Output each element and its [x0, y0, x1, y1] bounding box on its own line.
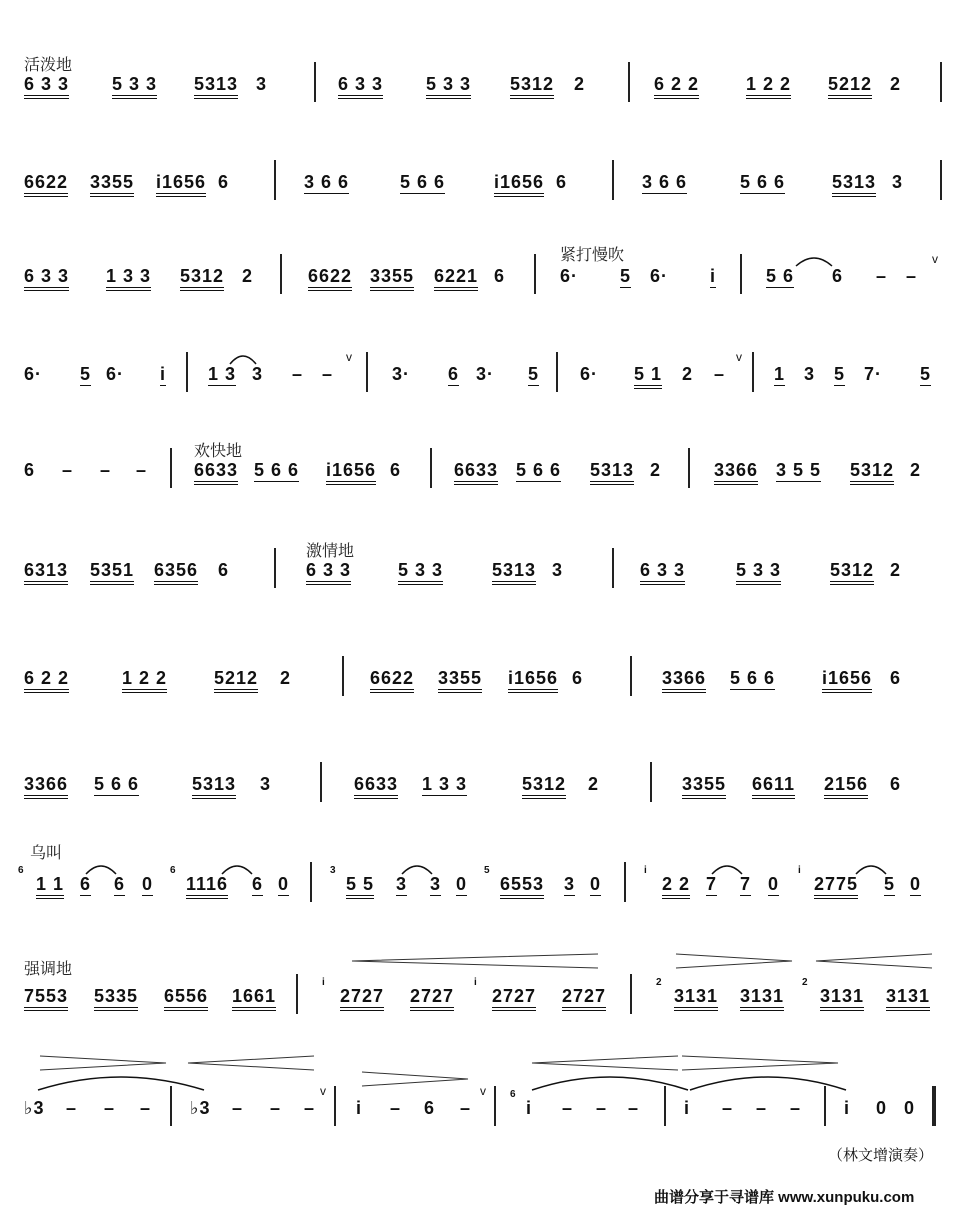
note-group: 5313 — [194, 74, 238, 99]
barline — [186, 352, 188, 392]
note-group: 5212 — [828, 74, 872, 99]
dash: – — [390, 1098, 402, 1118]
note: 5 — [80, 364, 92, 384]
note-group: 5 6 6 — [730, 668, 776, 688]
barline — [280, 254, 282, 294]
note-group: 3 6 6 — [304, 172, 350, 192]
note: 5 — [920, 364, 932, 384]
note-group: 6 2 2 — [654, 74, 699, 99]
barline — [170, 448, 172, 488]
tempo-marking: 强调地 — [24, 961, 73, 978]
barline — [940, 62, 942, 102]
barline — [366, 352, 368, 392]
tie-arc — [710, 862, 744, 876]
note-group: 7553 — [24, 986, 68, 1011]
note-group: 1 1 — [36, 874, 64, 899]
staff-system-9 — [18, 840, 944, 900]
note: 6 — [832, 266, 844, 286]
note-group: 5312 — [830, 560, 874, 585]
grace-note: 6 — [510, 1089, 516, 1100]
breath-mark: v — [736, 350, 742, 364]
staff-system-5 — [24, 438, 944, 498]
note: 2 — [280, 668, 292, 688]
staff-system-1 — [24, 52, 944, 112]
note: 3 — [256, 74, 268, 94]
note: ♭3 — [190, 1098, 211, 1118]
note-group: 6 3 3 — [24, 74, 69, 99]
note-group: 5312 — [180, 266, 224, 291]
note-group: 6221 — [434, 266, 478, 291]
note-group: 2 2 — [662, 874, 690, 899]
dash: – — [714, 364, 726, 384]
grace-note: 2 — [656, 977, 662, 988]
tempo-marking: 激情地 — [306, 543, 355, 560]
barline — [688, 448, 690, 488]
note: 6 — [890, 774, 902, 794]
note: 6 — [572, 668, 584, 688]
note-group: 3366 — [662, 668, 706, 693]
note-group: 6633 — [194, 460, 238, 485]
rest: 0 — [904, 1098, 916, 1118]
barline — [630, 974, 632, 1014]
note: 6 — [218, 172, 230, 192]
note-group: 6622 — [24, 172, 68, 197]
note-group: 6313 — [24, 560, 68, 585]
note-group: 1 2 2 — [746, 74, 791, 99]
note-group: 5313 — [192, 774, 236, 799]
note-group: 6633 — [354, 774, 398, 799]
notation-row — [24, 460, 944, 490]
decrescendo-hairpin — [360, 1070, 470, 1088]
dash: – — [140, 1098, 152, 1118]
barline — [314, 62, 316, 102]
note-group: 5313 — [832, 172, 876, 197]
note: 3 — [804, 364, 816, 384]
note: 3· — [476, 364, 495, 384]
note: 6 — [556, 172, 568, 192]
grace-note: i — [322, 977, 325, 988]
barline — [342, 656, 344, 696]
note-group: 6611 — [752, 774, 795, 799]
dash: – — [322, 364, 334, 384]
note-group: 1 3 3 — [106, 266, 151, 291]
notation-row — [18, 865, 944, 904]
note-group: i1656 — [494, 172, 544, 197]
note: 2 — [682, 364, 694, 384]
note: 6 — [390, 460, 402, 480]
note-group: 6633 — [454, 460, 498, 485]
breath-mark: v — [346, 350, 352, 364]
staff-system-10 — [24, 956, 944, 1016]
slur-arc — [530, 1070, 690, 1092]
note: 6 — [494, 266, 506, 286]
note-group: i1656 — [326, 460, 376, 485]
note-group: 5 3 3 — [426, 74, 471, 99]
note: 7 — [706, 874, 718, 894]
note-group: 1661 — [232, 986, 276, 1011]
note-group: 2156 — [824, 774, 868, 799]
note-group: 1 3 3 — [422, 774, 468, 794]
note: i — [710, 266, 717, 286]
staff-system-7 — [24, 646, 944, 706]
barline — [494, 1086, 496, 1126]
note: 3· — [392, 364, 411, 384]
barline — [310, 862, 312, 902]
note: 6 — [890, 668, 902, 688]
notation-row — [24, 668, 944, 698]
note-group: i1656 — [508, 668, 558, 693]
dash: – — [66, 1098, 78, 1118]
note-group: 2727 — [410, 986, 454, 1011]
note: 1 — [774, 364, 786, 384]
note: 0 — [142, 874, 154, 894]
tie-arc — [220, 862, 254, 876]
barline — [534, 254, 536, 294]
note: 6 — [448, 364, 460, 384]
note: 6· — [106, 364, 125, 384]
dash: – — [136, 460, 148, 480]
note-group: 5 3 3 — [398, 560, 443, 585]
dash: – — [876, 266, 888, 286]
note-group: 3 6 6 — [642, 172, 688, 192]
note: 5 — [834, 364, 846, 384]
note: 6 — [80, 874, 92, 894]
note: 6· — [24, 364, 43, 384]
note: i — [844, 1098, 851, 1118]
note: 3 — [260, 774, 272, 794]
note-group: 6556 — [164, 986, 208, 1011]
note-group: 6 3 3 — [306, 560, 351, 585]
note-group: i1656 — [156, 172, 206, 197]
note: i — [684, 1098, 691, 1118]
barline — [274, 160, 276, 200]
note-group: 2727 — [562, 986, 606, 1011]
note-group: 5 6 — [766, 266, 795, 286]
note: 7· — [864, 364, 883, 384]
note-group: 6 3 3 — [24, 266, 69, 291]
note-group: 6356 — [154, 560, 198, 585]
dash: – — [596, 1098, 608, 1118]
note: 6· — [560, 266, 579, 286]
note: 3 — [552, 560, 564, 580]
note: 3 — [396, 874, 408, 894]
note-group: 1 3 — [208, 364, 237, 384]
note: 3 — [252, 364, 264, 384]
staff-system-11 — [24, 1058, 944, 1118]
note: 2 — [588, 774, 600, 794]
note: 6 — [252, 874, 264, 894]
tempo-marking: 活泼地 — [24, 57, 73, 74]
barline — [630, 656, 632, 696]
grace-note: 2 — [802, 977, 808, 988]
dash: – — [906, 266, 918, 286]
barline — [740, 254, 742, 294]
note-group: 2727 — [492, 986, 536, 1011]
note-group: 5 3 3 — [736, 560, 781, 585]
note-group: 5 6 6 — [740, 172, 786, 192]
barline — [612, 160, 614, 200]
staff-system-6 — [24, 538, 944, 598]
barline — [170, 1086, 172, 1126]
dash: – — [304, 1098, 316, 1118]
note-group: 3355 — [370, 266, 414, 291]
note: 7 — [740, 874, 752, 894]
note-group: 3 5 5 — [776, 460, 822, 480]
notation-row — [24, 977, 944, 1016]
note-group: i1656 — [822, 668, 872, 693]
note-group: 3131 — [820, 986, 864, 1011]
note-group: 5313 — [590, 460, 634, 485]
note: 6· — [650, 266, 669, 286]
barline — [664, 1086, 666, 1126]
dash: – — [100, 460, 112, 480]
note-group: 5313 — [492, 560, 536, 585]
note-group: 6 3 3 — [640, 560, 685, 585]
note: 6· — [580, 364, 599, 384]
note-group: 5312 — [850, 460, 894, 485]
slur-arc — [36, 1070, 206, 1092]
staff-system-4 — [24, 342, 944, 402]
note: 2 — [890, 560, 902, 580]
notation-row — [24, 172, 944, 202]
note: 3 — [564, 874, 576, 894]
dash: – — [460, 1098, 472, 1118]
dash: – — [722, 1098, 734, 1118]
dash: – — [562, 1098, 574, 1118]
dash: – — [104, 1098, 116, 1118]
crescendo-hairpin — [350, 952, 600, 970]
note-group: 5 6 6 — [94, 774, 140, 794]
grace-note: i — [474, 977, 477, 988]
barline — [430, 448, 432, 488]
dash: – — [270, 1098, 282, 1118]
note-group: 5 5 — [346, 874, 374, 899]
note: 0 — [278, 874, 290, 894]
barline — [320, 762, 322, 802]
notation-row — [24, 560, 944, 590]
note-group: 1 2 2 — [122, 668, 167, 693]
notation-row — [24, 774, 944, 804]
crescendo-hairpin — [814, 952, 934, 970]
note-group: 6622 — [370, 668, 414, 693]
notation-row — [24, 1084, 944, 1128]
note-group: 3355 — [438, 668, 482, 693]
note: 5 — [620, 266, 632, 286]
note-group: 3366 — [714, 460, 758, 485]
note-group: 5312 — [510, 74, 554, 99]
grace-note: i — [644, 865, 647, 876]
note-group: 3366 — [24, 774, 68, 799]
note: ♭3 — [24, 1098, 45, 1118]
note: 2 — [890, 74, 902, 94]
tempo-marking: 紧打慢吹 — [560, 247, 625, 264]
note: 0 — [768, 874, 780, 894]
barline — [650, 762, 652, 802]
staff-system-3 — [24, 244, 944, 304]
dash: – — [628, 1098, 640, 1118]
barline — [752, 352, 754, 392]
note-group: 5 6 6 — [400, 172, 446, 192]
note: i — [160, 364, 167, 384]
grace-note: 6 — [18, 865, 24, 876]
dash: – — [292, 364, 304, 384]
tie-arc — [400, 862, 434, 876]
source-credit: 曲谱分享于寻谱库 www.xunpuku.com — [654, 1189, 915, 1206]
grace-note: 6 — [170, 865, 176, 876]
note: 6 — [114, 874, 126, 894]
note-group: 3131 — [886, 986, 930, 1011]
note: 3 — [892, 172, 904, 192]
note-group: 3131 — [674, 986, 718, 1011]
note: 6 — [218, 560, 230, 580]
rest: 0 — [876, 1098, 888, 1118]
barline — [624, 862, 626, 902]
staff-system-2 — [24, 150, 944, 210]
note-group: 3355 — [682, 774, 726, 799]
note: 0 — [910, 874, 922, 894]
note-group: 5 6 6 — [254, 460, 300, 480]
barline — [628, 62, 630, 102]
note: i — [356, 1098, 363, 1118]
note: 5 — [528, 364, 540, 384]
note-group: 5 1 — [634, 364, 662, 389]
barline — [334, 1086, 336, 1126]
grace-note: 3 — [330, 865, 336, 876]
notation-row — [24, 74, 944, 104]
note: 2 — [242, 266, 254, 286]
note: 3 — [430, 874, 442, 894]
tie-arc — [794, 254, 834, 268]
grace-note: i — [798, 865, 801, 876]
note: 5 — [884, 874, 896, 894]
note-group: 3355 — [90, 172, 134, 197]
final-barline — [932, 1086, 936, 1126]
notation-row — [24, 350, 944, 394]
dash: – — [790, 1098, 802, 1118]
note-group: 3131 — [740, 986, 784, 1011]
note-group: 6 2 2 — [24, 668, 69, 693]
barline — [556, 352, 558, 392]
barline — [824, 1086, 826, 1126]
note: 0 — [590, 874, 602, 894]
note: i — [526, 1098, 533, 1118]
grace-note: 5 — [484, 865, 490, 876]
note-group: 5312 — [522, 774, 566, 799]
tie-arc — [854, 862, 888, 876]
note: 0 — [456, 874, 468, 894]
passage-marking: 乌叫 — [30, 845, 63, 862]
tempo-marking: 欢快地 — [194, 443, 243, 460]
note-group: 1116 — [186, 874, 228, 899]
performer-credit: （林文增演奏） — [828, 1147, 934, 1164]
dash: – — [232, 1098, 244, 1118]
dash: – — [62, 460, 74, 480]
note-group: 2775 — [814, 874, 858, 899]
note-group: 2727 — [340, 986, 384, 1011]
note: 6 — [24, 460, 36, 480]
note-group: 6553 — [500, 874, 544, 899]
note-group: 5 3 3 — [112, 74, 157, 99]
note-group: 5351 — [90, 560, 134, 585]
decrescendo-hairpin — [674, 952, 794, 970]
note-group: 6622 — [308, 266, 352, 291]
note: 6 — [424, 1098, 436, 1118]
barline — [940, 160, 942, 200]
note-group: 5 6 6 — [516, 460, 562, 480]
breath-mark: v — [932, 252, 938, 266]
note: 2 — [574, 74, 586, 94]
breath-mark: v — [480, 1084, 486, 1098]
note-group: 5335 — [94, 986, 138, 1011]
barline — [612, 548, 614, 588]
note-group: 5212 — [214, 668, 258, 693]
breath-mark: v — [320, 1084, 326, 1098]
note: 2 — [650, 460, 662, 480]
barline — [274, 548, 276, 588]
tie-arc — [84, 862, 118, 876]
staff-system-8 — [24, 752, 944, 812]
dash: – — [756, 1098, 768, 1118]
note-group: 6 3 3 — [338, 74, 383, 99]
note: 2 — [910, 460, 922, 480]
barline — [296, 974, 298, 1014]
